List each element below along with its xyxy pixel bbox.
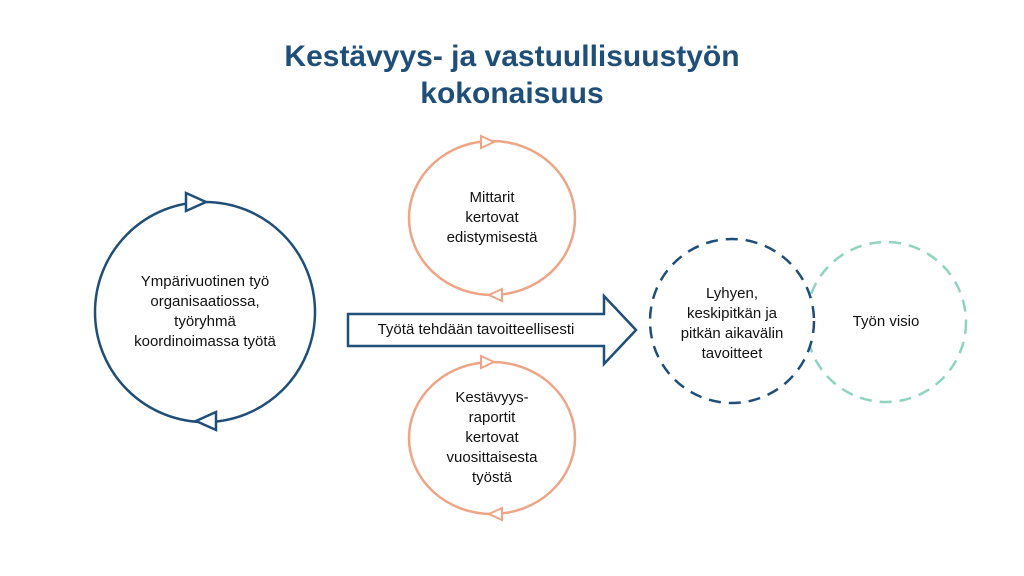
goals-line-4: tavoitteet [701,345,763,362]
vision-line-1: Työn visio [852,313,920,330]
metrics-label [432,188,552,248]
year-round-line-1: Ympärivuotinen työ [140,273,270,290]
metrics-line-1: Mittarit [469,189,515,206]
title-line-1: Kestävyys- ja vastuullisuustyön [284,40,740,73]
year-round-line-3: työryhmä [174,313,236,330]
year-round-line-2: organisaatiossa, [150,293,260,310]
reports-arrowhead-top [481,356,494,368]
reports-arrowhead-bottom [489,508,502,520]
goals-line-3: pitkän aikavälin [680,325,784,342]
reports-line-2: raportit [468,409,516,426]
metrics-arrowhead-top [481,136,494,148]
cycle-arrowhead-top [186,193,206,211]
year-round-line-4: koordinoimassa työtä [134,333,276,350]
cycle-arrowhead-bottom [196,412,216,430]
goals-label [657,284,807,364]
vision-label [826,312,946,332]
goals-line-2: keskipitkän ja [686,305,778,322]
reports-line-4: vuosittaisesta [446,449,538,466]
reports-line-3: kertovat [465,429,519,446]
reports-line-1: Kestävyys- [455,389,529,406]
title-line-2: kokonaisuus [420,77,604,110]
reports-label [432,388,552,488]
metrics-arrowhead-bottom [489,289,502,301]
reports-line-5: työstä [471,469,513,486]
arrow-label: Työtä tehdään tavoitteellisesti [377,321,575,338]
goals-line-1: Lyhyen, [706,285,758,302]
year-round-work-label [105,272,305,352]
metrics-line-2: kertovat [465,209,519,226]
metrics-line-3: edistymisestä [446,229,538,246]
